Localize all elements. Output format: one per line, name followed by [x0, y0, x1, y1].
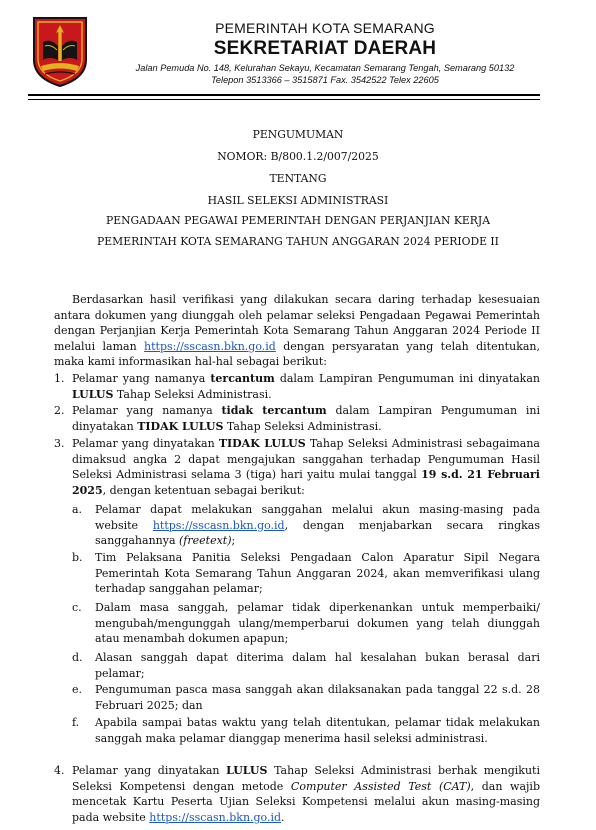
sscasn-link[interactable]: https://sscasn.bkn.go.id: [144, 339, 276, 353]
letterhead-phone: Telepon 3513366 – 3515871 Fax. 3542522 Telex 22605: [211, 75, 439, 85]
letterhead-address: Jalan Pemuda No. 148, Kelurahan Sekayu, Kecamatan Semarang Tengah, Semarang 50132: [135, 63, 515, 73]
announcement-subject-2: PENGADAAN PEGAWAI PEMERINTAH DENGAN PERJANJIAN KERJA: [105, 214, 491, 227]
announcement-subject-3: PEMERINTAH KOTA SEMARANG TAHUN ANGGARAN 2024 PERIODE II: [97, 235, 499, 248]
sscasn-link[interactable]: https://sscasn.bkn.go.id: [149, 810, 282, 824]
document-page: PEMERINTAH KOTA SEMARANG SEKRETARIAT DAERAH Jalan Pemuda No. 148, Kelurahan Sekayu, Kecamatan Semarang Tengah, Semarang 50132 Telepon 3513366 – 3515871 Fax. 3542522 Telex 22605 PENGUMUMAN NOMOR: B/800.1.2/007/2025 TENTANG HASIL SELEKSI ADMINISTRASI PENGADAAN PEGAWAI PEMERINTAH DENGAN PERJANJIAN KERJA PEMERINTAH KOTA SEMARANG TAHUN ANGGARAN 2024 PERIODE II Berdasarkan hasil verifikasi yang dilakukan secara daring terhadap kesesuaian antara dokumen yang diunggah oleh pelamar seleksi Pengadaan Pegawai Pemerintah dengan Perjanjian Kerja Pemerintah Kota Semarang Tahun Anggaran 2024 Periode II melalui laman https://sscasn.bkn.go.id dengan persyaratan yang telah ditentukan, maka kami informasikan hal-hal sebagai berikut: 1. Pelamar yang namanya tercantum dalam Lampiran Pengumuman ini dinyatakan LULUS Tahap Seleksi Administrasi. 2. Pelamar yang namanya tidak tercantum dalam Lampiran Pengumuman ini dinyatakan TIDAK LULUS Tahap Seleksi Administrasi. 3. Pelamar yang dinyatakan TIDAK LULUS Tahap Seleksi Administrasi sebagaimana dimaksud angka 2 dapat mengajukan sanggahan terhadap Pengumuman Hasil Seleksi Administrasi selama 3 (tiga) hari yaitu mulai tanggal 19 s.d. 21 Februari 2025, dengan ketentuan sebagai berikut: a. Pelamar dapat melakukan sanggahan melalui akun masing-masing pada website https://sscasn.bkn.go.id, dengan menjabarkan secara ringkas sanggahannya (freetext); b. Tim Pelaksana Panitia Seleksi Pengadaan Calon Aparatur Sipil Negara Pemerintah Kota Semarang Tahun Anggaran 2024, akan memverifikasi ulang terhadap sanggahan pelamar; c. Dalam masa sanggah, pelamar tidak diperkenankan untuk memperbaiki/ mengubah/mengunggah ulang/memperbarui dokumen yang telah diunggah atau menambah dokumen apapun; d. Alasan sanggah dapat diterima dalam hal kesalahan bukan berasal dari pelamar; e. Pengumuman pasca masa sanggah akan dilaksanakan pada tanggal 22 s.d. 28 Februari 2025; dan f. Apabila sampai batas waktu yang telah ditentukan, pelamar tidak melakukan sanggah maka pelamar dianggap menerima hasil seleksi administrasi. 4. Pelamar yang dinyatakan LULUS Tahap Seleksi Administrasi berhak mengikuti Seleksi Kompetensi dengan metode Computer Assisted Test (CAT), dan wajib mencetak Kartu Peserta Ujian Seleksi Kompetensi melalui akun masing-masing pada website https://sscasn.bkn.go.id.: [0, 0, 596, 830]
letterhead-office: SEKRETARIAT DAERAH: [213, 38, 437, 59]
intro-paragraph: Berdasarkan hasil verifikasi yang dilakukan secara daring terhadap kesesuaian antara dokumen yang diunggah oleh pelamar seleksi Pengadaan Pegawai Pemerintah dengan Perjanjian Kerja Pemerintah Kota Semarang Tahun Anggaran 2024 Periode II melalui laman https://sscasn.bkn.go.id dengan persyaratan yang telah ditentukan, maka kami informasikan hal-hal sebagai berikut:: [54, 293, 540, 368]
letterhead-rule-thick: [28, 94, 540, 96]
announcement-title: PENGUMUMAN: [252, 128, 344, 141]
announcement-subject-1: HASIL SELEKSI ADMINISTRASI: [207, 194, 389, 207]
letterhead-rule-thin: [28, 99, 540, 100]
announcement-number: NOMOR: B/800.1.2/007/2025: [217, 150, 379, 163]
announcement-about: TENTANG: [269, 172, 327, 185]
city-emblem-icon: [31, 16, 89, 88]
sscasn-link[interactable]: https://sscasn.bkn.go.id: [152, 518, 285, 532]
letterhead-government: PEMERINTAH KOTA SEMARANG: [215, 20, 435, 36]
